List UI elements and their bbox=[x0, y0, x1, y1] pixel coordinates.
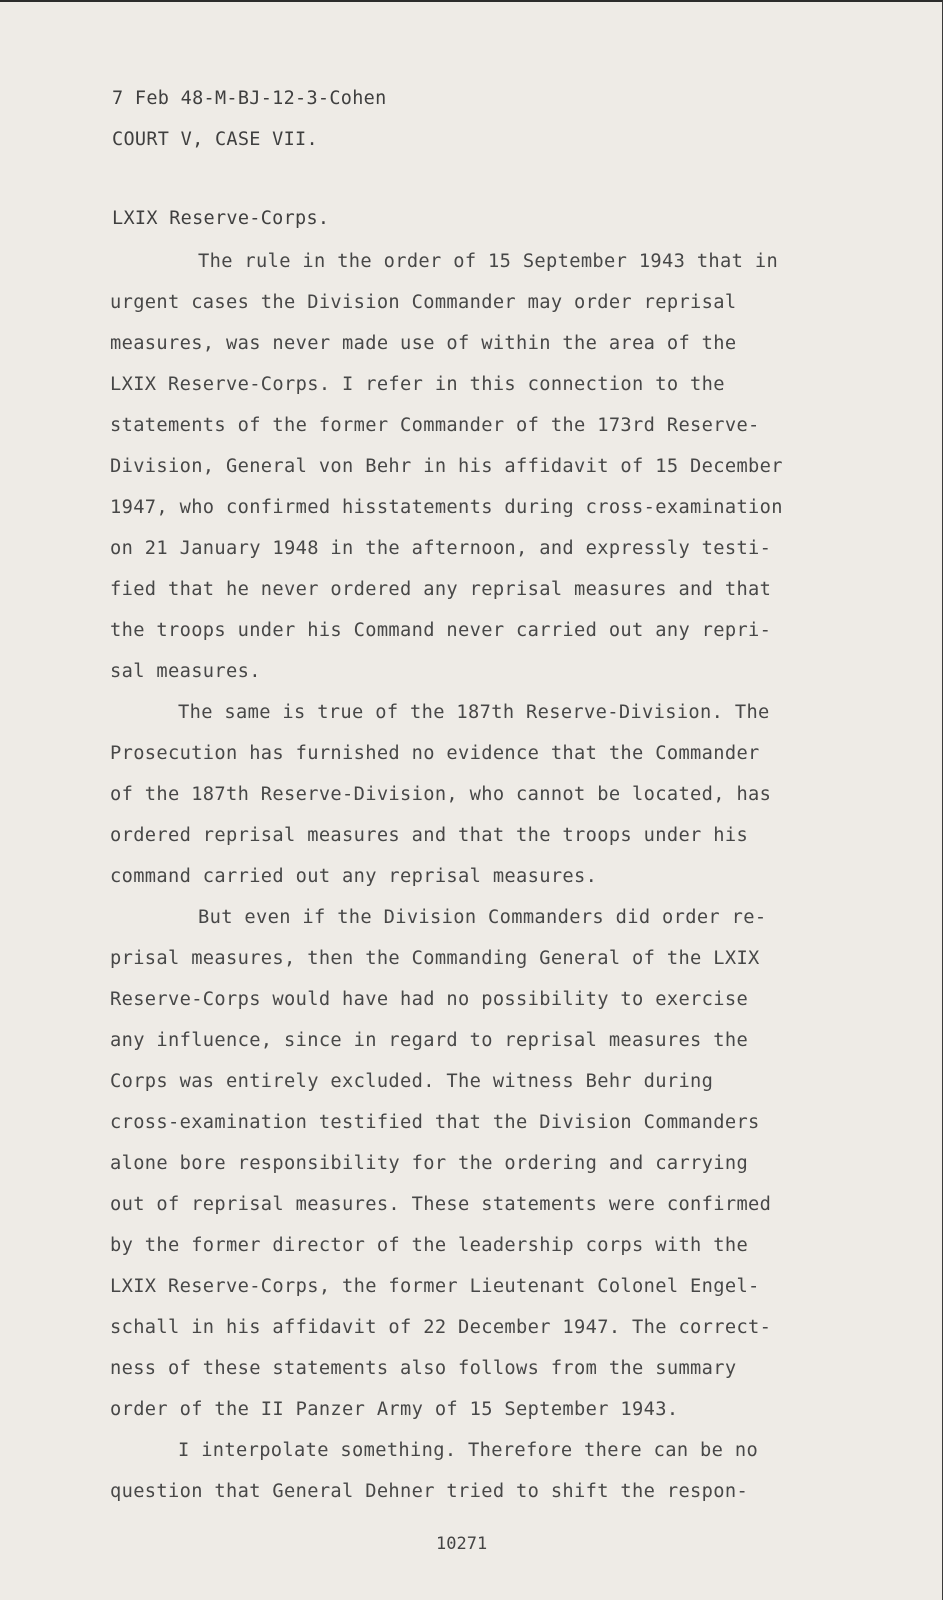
text-line: fied that he never ordered any reprisal measures and that bbox=[110, 579, 772, 600]
text-line: question that General Dehner tried to shift the respon- bbox=[110, 1481, 749, 1502]
text-line: urgent cases the Division Commander may order reprisal bbox=[110, 292, 737, 313]
text-line: ness of these statements also follows from the summary bbox=[110, 1358, 737, 1379]
text-line: command carried out any reprisal measures. bbox=[110, 866, 598, 887]
text-line: Prosecution has furnished no evidence that the Commander bbox=[110, 743, 760, 764]
text-line: ordered reprisal measures and that the troops under his bbox=[110, 825, 749, 846]
text-line: But even if the Division Commanders did order re- bbox=[198, 907, 767, 928]
text-line: order of the II Panzer Army of 15 September 1943. bbox=[110, 1399, 679, 1420]
text-line: Reserve-Corps would have had no possibility to exercise bbox=[110, 989, 749, 1010]
page-number: 10271 bbox=[436, 1534, 488, 1554]
text-line: the troops under his Command never carried out any repri- bbox=[110, 620, 772, 641]
text-line: out of reprisal measures. These statements were confirmed bbox=[110, 1194, 772, 1215]
text-line: I interpolate something. Therefore there can be no bbox=[178, 1440, 759, 1461]
text-line: any influence, since in regard to reprisal measures the bbox=[110, 1030, 749, 1051]
text-line: sal measures. bbox=[110, 661, 261, 682]
text-line: on 21 January 1948 in the afternoon, and expressly testi- bbox=[110, 538, 772, 559]
text-line: prisal measures, then the Commanding General of the LXIX bbox=[110, 948, 760, 969]
text-line: The rule in the order of 15 September 1943 that in bbox=[198, 251, 779, 272]
text-line: of the 187th Reserve-Division, who cannot be located, has bbox=[110, 784, 772, 805]
text-line: cross-examination testified that the Division Commanders bbox=[110, 1112, 760, 1133]
text-line: schall in his affidavit of 22 December 1947. The correct- bbox=[110, 1317, 772, 1338]
text-line: The same is true of the 187th Reserve-Division. The bbox=[178, 702, 770, 723]
document-reference: 7 Feb 48-M-BJ-12-3-Cohen bbox=[112, 88, 387, 109]
text-line: LXIX Reserve-Corps. I refer in this connection to the bbox=[110, 374, 725, 395]
text-line: 1947, who confirmed hisstatements during cross-examination bbox=[110, 497, 783, 518]
text-line: alone bore responsibility for the ordering and carrying bbox=[110, 1153, 749, 1174]
court-case-line: COURT V, CASE VII. bbox=[112, 129, 318, 150]
text-line: Division, General von Behr in his affidavit of 15 December bbox=[110, 456, 783, 477]
text-line: Corps was entirely excluded. The witness Behr during bbox=[110, 1071, 714, 1092]
text-line: measures, was never made use of within the area of the bbox=[110, 333, 737, 354]
text-line: LXIX Reserve-Corps, the former Lieutenant Colonel Engel- bbox=[110, 1276, 760, 1297]
section-heading: LXIX Reserve-Corps. bbox=[112, 208, 330, 229]
text-line: statements of the former Commander of the 173rd Reserve- bbox=[110, 415, 760, 436]
text-line: by the former director of the leadership corps with the bbox=[110, 1235, 749, 1256]
